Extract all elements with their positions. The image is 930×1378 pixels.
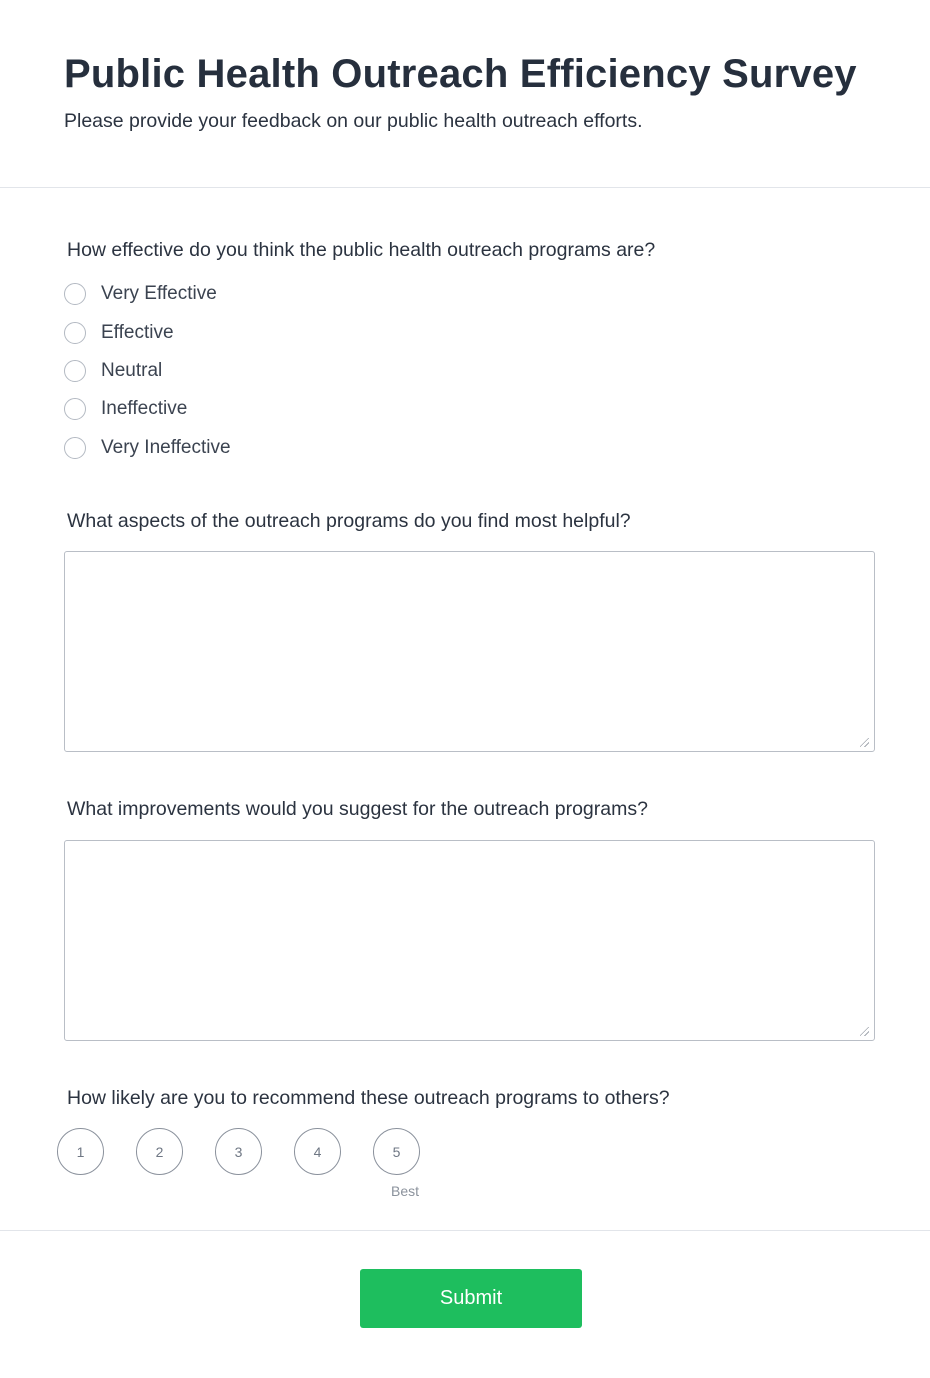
page-title: Public Health Outreach Efficiency Survey bbox=[64, 52, 857, 96]
radio-effective[interactable] bbox=[64, 322, 86, 344]
radio-neutral[interactable] bbox=[64, 360, 86, 382]
page-subtitle: Please provide your feedback on our public health outreach efforts. bbox=[64, 110, 643, 132]
rating-max-label: Best bbox=[391, 1183, 420, 1199]
question-effectiveness-label: How effective do you think the public health outreach programs are? bbox=[67, 239, 656, 261]
option-neutral[interactable] bbox=[64, 358, 162, 384]
rating-4-button[interactable]: 4 bbox=[294, 1128, 341, 1175]
rating-3-button[interactable]: 3 bbox=[215, 1128, 262, 1175]
question-helpful-aspects-label: What aspects of the outreach programs do you find most helpful? bbox=[67, 510, 631, 532]
helpful-aspects-textarea[interactable] bbox=[64, 551, 875, 752]
option-very-effective[interactable] bbox=[64, 281, 217, 307]
rating-2-button[interactable]: 2 bbox=[136, 1128, 183, 1175]
question-improvements-label: What improvements would you suggest for the outreach programs? bbox=[67, 798, 648, 820]
option-label: Neutral bbox=[101, 360, 163, 381]
option-ineffective[interactable] bbox=[64, 396, 187, 422]
option-very-ineffective[interactable] bbox=[64, 435, 231, 461]
rating-1-button[interactable]: 1 bbox=[57, 1128, 104, 1175]
option-effective[interactable] bbox=[64, 320, 174, 346]
option-label: Very Ineffective bbox=[101, 437, 231, 458]
radio-very-effective[interactable] bbox=[64, 283, 86, 305]
radio-ineffective[interactable] bbox=[64, 398, 86, 420]
footer-divider bbox=[0, 1230, 930, 1231]
resize-grip-icon[interactable] bbox=[860, 1027, 869, 1036]
resize-grip-icon[interactable] bbox=[860, 738, 869, 747]
survey-header bbox=[0, 0, 930, 188]
option-label: Ineffective bbox=[101, 398, 188, 419]
radio-very-ineffective[interactable] bbox=[64, 437, 86, 459]
option-label: Effective bbox=[101, 322, 174, 343]
question-recommend-label: How likely are you to recommend these outreach programs to others? bbox=[67, 1087, 670, 1109]
rating-5-button[interactable]: 5 bbox=[373, 1128, 420, 1175]
option-label: Very Effective bbox=[101, 283, 217, 304]
improvements-textarea[interactable] bbox=[64, 840, 875, 1041]
submit-button[interactable]: Submit bbox=[360, 1269, 582, 1328]
